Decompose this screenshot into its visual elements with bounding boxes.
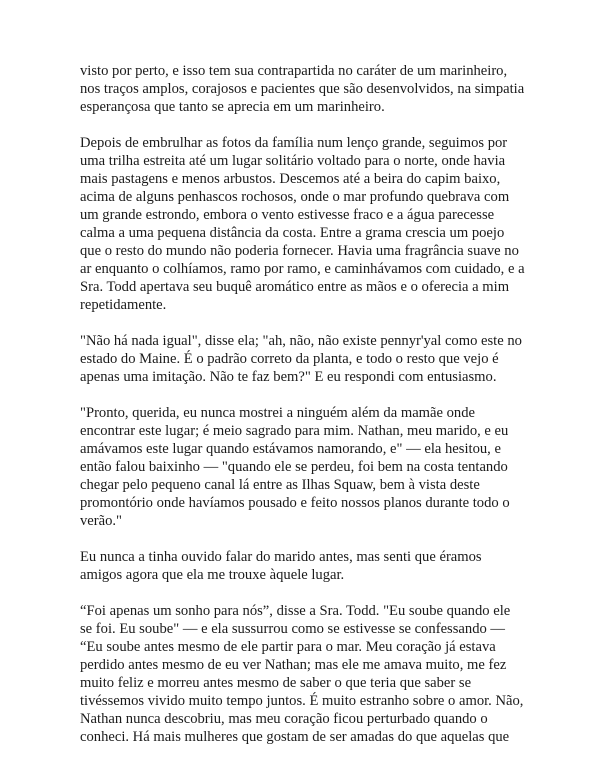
paragraph-3 [80, 332, 532, 386]
text-line: amigos agora que ela me trouxe àquele lugar. [80, 567, 345, 583]
text-line: que o resto do mundo não poderia fornecer. Havia uma fragrância suave no [80, 243, 519, 259]
text-line: apenas uma imitação. Não te faz bem?" E eu respondi com entusiasmo. [80, 369, 497, 385]
text-line: muito feliz e morreu antes mesmo de saber o que teria que saber se [80, 675, 472, 691]
text-line: acima de alguns penhascos rochosos, onde o mar profundo quebrava com [80, 189, 510, 205]
text-line: visto por perto, e isso tem sua contrapartida no caráter de um marinheiro, [80, 63, 508, 79]
document-page [80, 62, 532, 764]
text-line: Sra. Todd apertava seu buquê aromático entre as mãos e o oferecia a mim [80, 279, 510, 295]
paragraph-6 [80, 602, 532, 746]
text-line: Nathan nunca descobriu, mas meu coração ficou perturbado quando o [80, 711, 488, 727]
text-line: chegar pelo pequeno canal lá entre as Ilhas Squaw, bem à vista deste [80, 477, 480, 493]
text-line: promontório onde havíamos pousado e feito nossos planos durante todo o [80, 495, 510, 511]
text-line: "Pronto, querida, eu nunca mostrei a ninguém além da mamãe onde [80, 405, 476, 421]
text-line: um grande estrondo, embora o vento estivesse fraco e a água parecesse [80, 207, 495, 223]
text-line: amávamos este lugar quando estávamos namorando, e" — ela hesitou, e [80, 441, 501, 457]
text-line: estado do Maine. É o padrão correto da planta, e todo o resto que vejo é [80, 351, 499, 367]
text-line: verão." [80, 513, 123, 529]
text-line: esperançosa que tanto se aprecia em um marinheiro. [80, 99, 385, 115]
text-line: tivéssemos vivido muito tempo juntos. É muito estranho sobre o amor. Não, [80, 693, 524, 709]
text-line: repetidamente. [80, 297, 167, 313]
paragraph-4 [80, 404, 532, 530]
text-line: calma a uma pequena distância da costa. Entre a grama crescia um poejo [80, 225, 505, 241]
text-line: nos traços amplos, corajosos e pacientes que são desenvolvidos, na simpatia [80, 81, 525, 97]
text-line: mais pastagens e menos arbustos. Descemos até a beira do capim baixo, [80, 171, 501, 187]
text-line: perdido antes mesmo de eu ver Nathan; mas ele me amava muito, me fez [80, 657, 507, 673]
paragraph-1 [80, 62, 532, 116]
paragraph-2 [80, 134, 532, 314]
paragraph-5 [80, 548, 532, 584]
text-line: encontrar este lugar; é meio sagrado para mim. Nathan, meu marido, e eu [80, 423, 509, 439]
text-line: ar enquanto o colhíamos, ramo por ramo, e caminhávamos com cuidado, e a [80, 261, 525, 277]
text-line: Depois de embrulhar as fotos da família num lenço grande, seguimos por [80, 135, 508, 151]
text-line: se foi. Eu soube" — e ela sussurrou como se estivesse se confessando — [80, 621, 506, 637]
text-line: então falou baixinho — "quando ele se perdeu, foi bem na costa tentando [80, 459, 508, 475]
text-line: “Foi apenas um sonho para nós”, disse a Sra. Todd. "Eu soube quando ele [80, 603, 511, 619]
text-line: “Eu soube antes mesmo de ele partir para o mar. Meu coração já estava [80, 639, 496, 655]
text-line: Eu nunca a tinha ouvido falar do marido antes, mas senti que éramos [80, 549, 482, 565]
text-line: conheci. Há mais mulheres que gostam de ser amadas do que aquelas que [80, 729, 510, 745]
text-line: uma trilha estreita até um lugar solitário voltado para o norte, onde havia [80, 153, 506, 169]
text-line: "Não há nada igual", disse ela; "ah, não, não existe pennyr'yal como este no [80, 333, 522, 349]
